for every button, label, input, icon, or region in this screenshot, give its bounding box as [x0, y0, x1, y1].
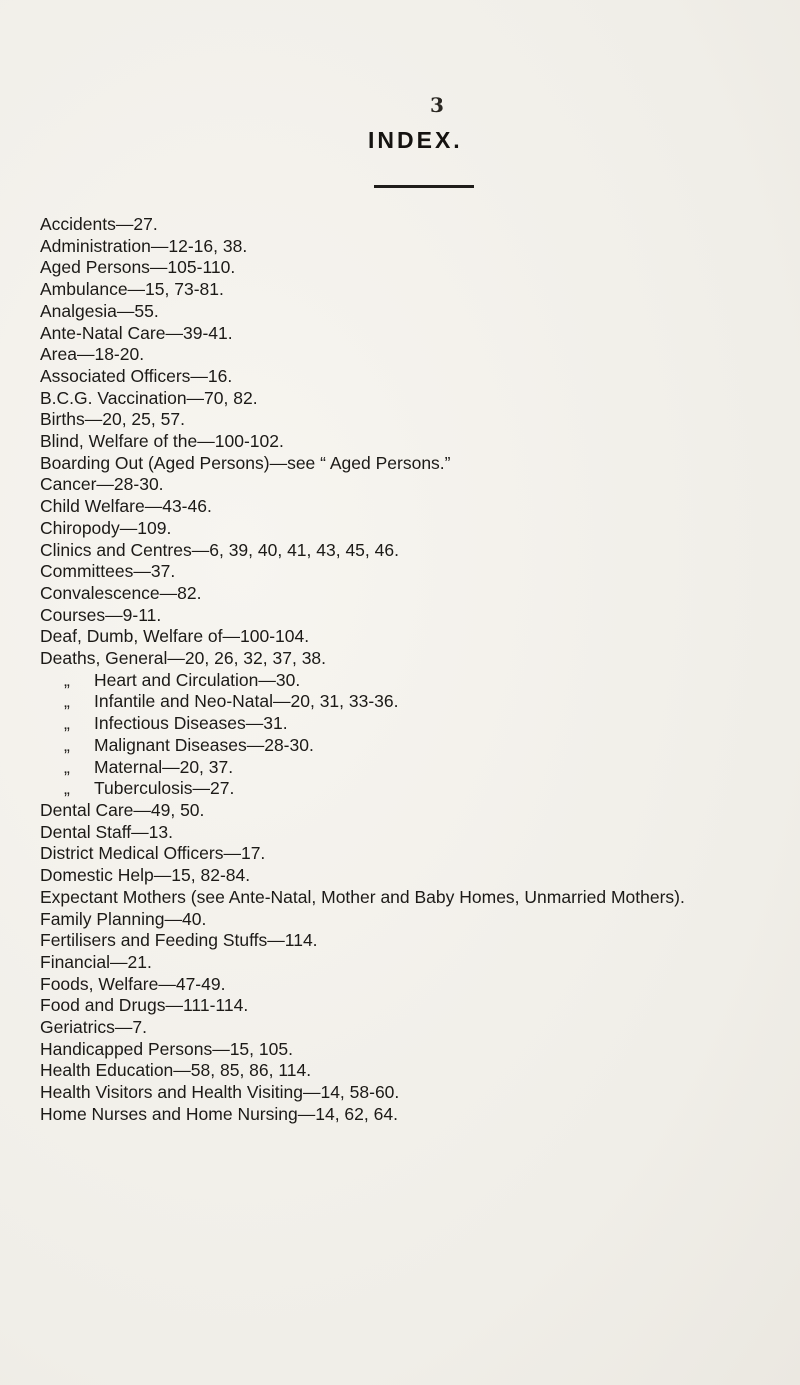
index-entry: [40, 431, 790, 453]
entry-text: Fertilisers and Feeding Stuffs—114.: [40, 930, 318, 951]
index-entry: [40, 995, 790, 1017]
entry-text: Maternal—20, 37.: [94, 756, 234, 777]
index-entry: [40, 1104, 790, 1126]
index-entry: [40, 583, 790, 605]
entry-text: Domestic Help—15, 82-84.: [40, 865, 251, 886]
index-list: [40, 214, 790, 1126]
index-entry: [40, 540, 790, 562]
page-title: INDEX.: [368, 127, 463, 153]
entry-text: Analgesia—55.: [40, 300, 159, 321]
entry-text: Health Education—58, 85, 86, 114.: [40, 1060, 312, 1081]
ditto-mark: „: [64, 756, 70, 777]
index-entry: [40, 344, 790, 366]
entry-text: Area—18-20.: [40, 344, 145, 365]
index-entry: [40, 909, 790, 931]
entry-text: B.C.G. Vaccination—70, 82.: [40, 387, 258, 408]
entry-text: Ambulance—15, 73-81.: [40, 279, 224, 300]
entry-text: Boarding Out (Aged Persons)—see “ Aged Persons.”: [40, 452, 451, 473]
index-entry: [40, 236, 790, 258]
index-subentry: [40, 670, 790, 692]
entry-text: Expectant Mothers (see Ante-Natal, Mother and Baby Homes, Unmarried Mothers).: [40, 886, 685, 907]
index-entry: [40, 279, 790, 301]
index-entry: [40, 626, 790, 648]
entry-text: Dental Care—49, 50.: [40, 799, 205, 820]
index-entry: [40, 388, 790, 410]
index-subentry: [40, 778, 790, 800]
entry-text: Family Planning—40.: [40, 908, 207, 929]
index-entry: [40, 474, 790, 496]
entry-text: Chiropody—109.: [40, 517, 172, 538]
index-entry: [40, 366, 790, 388]
entry-text: Handicapped Persons—15, 105.: [40, 1038, 293, 1059]
ditto-mark: „: [64, 713, 70, 734]
index-entry: [40, 453, 790, 475]
ditto-mark: „: [64, 669, 70, 690]
entry-text: Health Visitors and Health Visiting—14, 58-60.: [40, 1082, 400, 1103]
index-entry: [40, 952, 790, 974]
entry-text: Tuberculosis—27.: [94, 778, 235, 799]
entry-text: Ante-Natal Care—39-41.: [40, 322, 233, 343]
entry-text: Child Welfare—43-46.: [40, 496, 212, 517]
index-entry: [40, 974, 790, 996]
index-entry: [40, 257, 790, 279]
entry-text: Courses—9-11.: [40, 604, 162, 625]
index-entry: [40, 214, 790, 236]
index-entry: [40, 518, 790, 540]
entry-text: Malignant Diseases—28-30.: [94, 734, 314, 755]
entry-text: District Medical Officers—17.: [40, 843, 266, 864]
entry-text: Associated Officers—16.: [40, 365, 233, 386]
ditto-mark: „: [64, 778, 70, 799]
index-entry: [40, 496, 790, 518]
entry-text: Clinics and Centres—6, 39, 40, 41, 43, 45, 46.: [40, 539, 399, 560]
entry-text: Aged Persons—105-110.: [40, 257, 236, 278]
index-entry: [40, 843, 790, 865]
index-entry: [40, 323, 790, 345]
entry-text: Deaf, Dumb, Welfare of—100-104.: [40, 626, 310, 647]
index-entry: [40, 930, 790, 952]
entry-text: Accidents—27.: [40, 214, 158, 234]
index-entry: [40, 1017, 790, 1039]
index-entry: [40, 822, 790, 844]
entry-text: Infantile and Neo-Natal—20, 31, 33-36.: [94, 691, 399, 712]
index-entry: [40, 800, 790, 822]
index-entry: [40, 648, 790, 670]
index-subentry: [40, 757, 790, 779]
ditto-mark: „: [64, 734, 70, 755]
entry-text: Committees—37.: [40, 561, 176, 582]
entry-text: Dental Staff—13.: [40, 821, 173, 842]
index-subentry: [40, 691, 790, 713]
page-number: 3: [430, 93, 444, 117]
ditto-mark: „: [64, 691, 70, 712]
entry-text: Foods, Welfare—47-49.: [40, 973, 226, 994]
index-entry: [40, 301, 790, 323]
index-entry: [40, 1060, 790, 1082]
entry-text: Financial—21.: [40, 951, 152, 972]
index-subentry: [40, 735, 790, 757]
entry-text: Births—20, 25, 57.: [40, 409, 185, 430]
index-subentry: [40, 713, 790, 735]
entry-text: Deaths, General—20, 26, 32, 37, 38.: [40, 648, 327, 669]
index-entry: [40, 561, 790, 583]
index-entry: [40, 605, 790, 627]
index-entry: [40, 887, 800, 909]
index-entry: [40, 409, 790, 431]
entry-text: Heart and Circulation—30.: [94, 669, 301, 690]
entry-text: Food and Drugs—111-114.: [40, 995, 249, 1016]
index-entry: [40, 1082, 790, 1104]
entry-text: Cancer—28-30.: [40, 474, 164, 495]
entry-text: Infectious Diseases—31.: [94, 713, 288, 734]
entry-text: Home Nurses and Home Nursing—14, 62, 64.: [40, 1103, 398, 1124]
title-divider: [374, 185, 474, 188]
index-entry: [40, 1039, 790, 1061]
index-entry: [40, 865, 790, 887]
entry-text: Blind, Welfare of the—100-102.: [40, 431, 284, 452]
entry-text: Convalescence—82.: [40, 582, 202, 603]
entry-text: Administration—12-16, 38.: [40, 235, 248, 256]
entry-text: Geriatrics—7.: [40, 1017, 147, 1038]
